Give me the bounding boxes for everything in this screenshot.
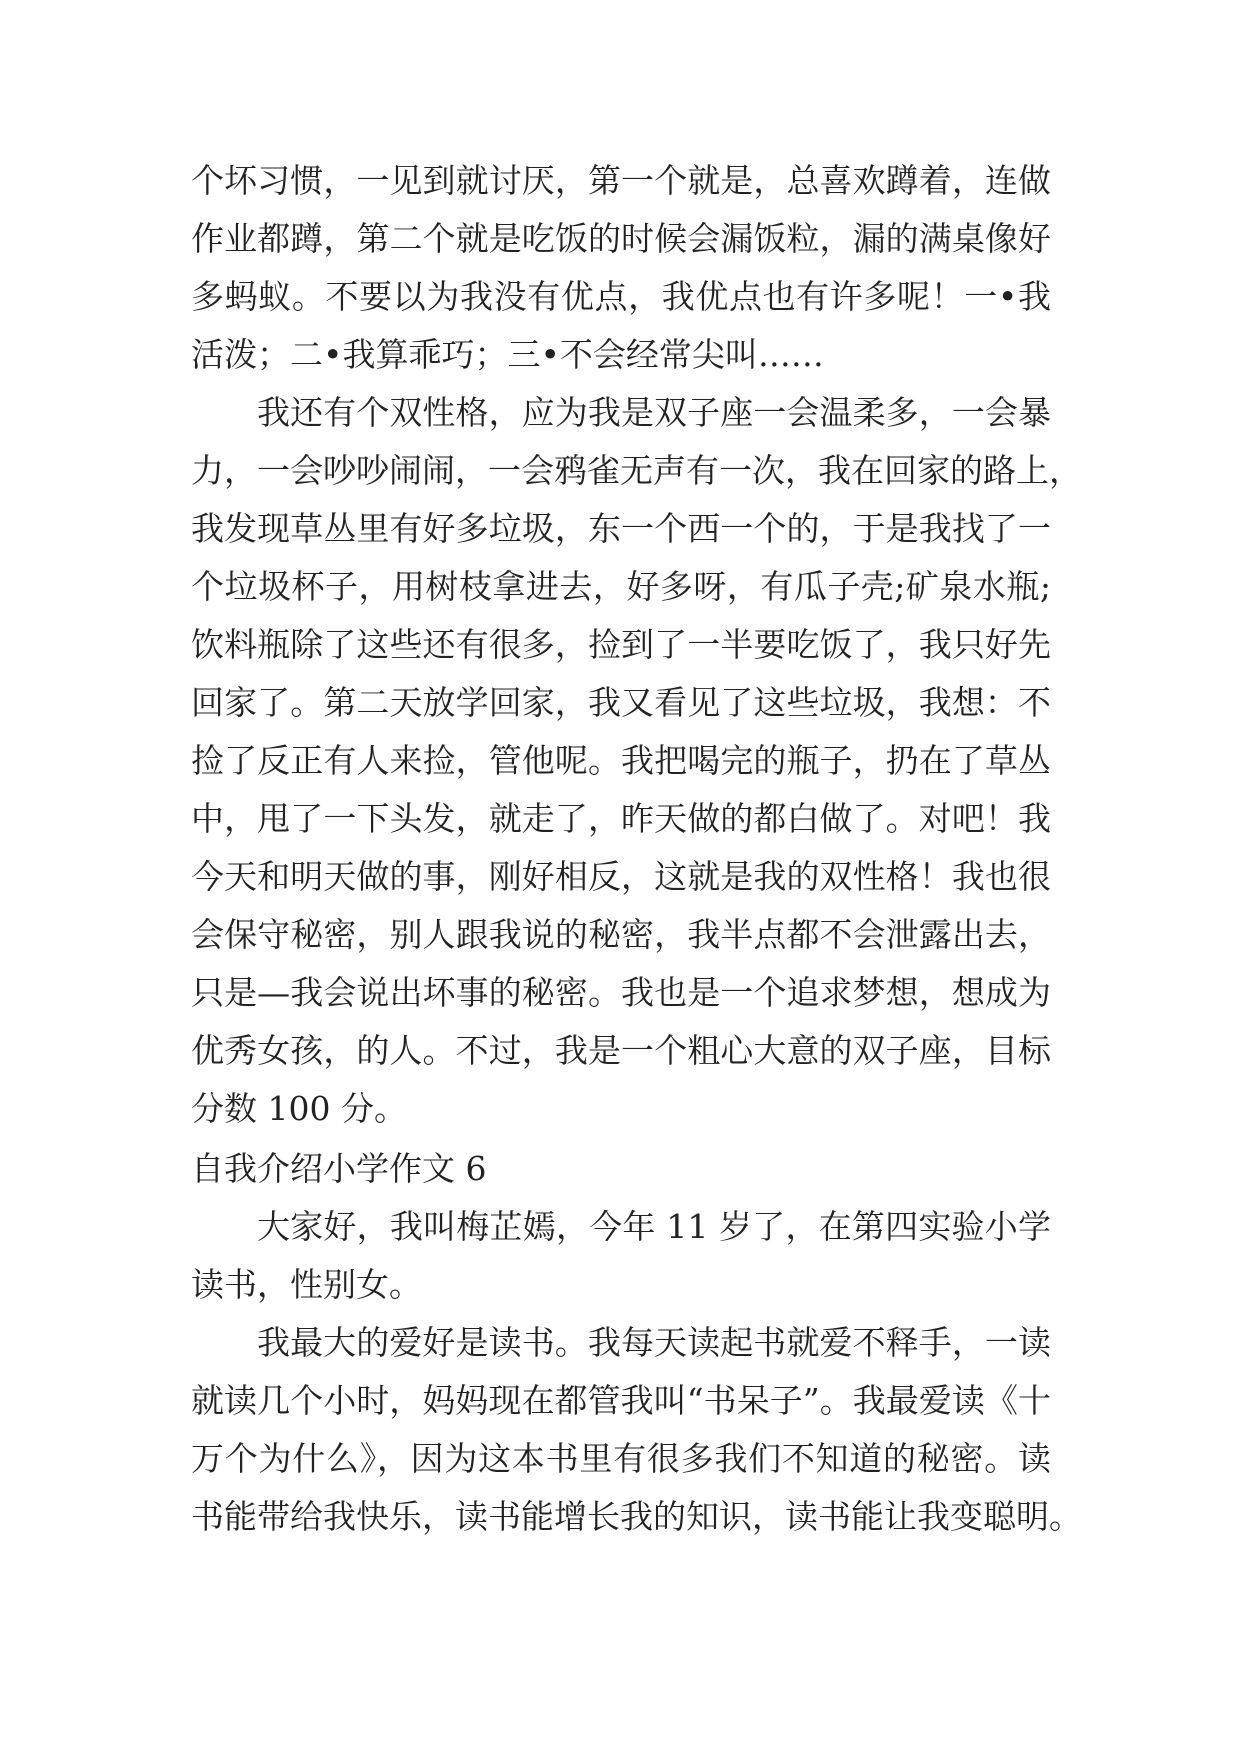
text-line: 今天和明天做的事，刚好相反，这就是我的双性格！我也很 — [191, 857, 1051, 896]
text-line: 力，一会吵吵闹闹，一会鸦雀无声有一次，我在回家的路上， — [191, 451, 1082, 490]
document-body — [191, 152, 1082, 1546]
text-line: 只是—我会说出坏事的秘密。我也是一个追求梦想，想成为 — [191, 973, 1051, 1012]
text-line: 万个为什么》，因为这本书里有很多我们不知道的秘密。读 — [191, 1439, 1051, 1478]
text-line: 我最大的爱好是读书。我每天读起书就爱不释手，一读 — [257, 1323, 1051, 1362]
text-line: 中，甩了一下头发，就走了，昨天做的都白做了。对吧！我 — [191, 799, 1051, 838]
text-line: 我发现草丛里有好多垃圾，东一个西一个的，于是我找了一 — [191, 509, 1051, 548]
text-line: 捡了反正有人来捡，管他呢。我把喝完的瓶子，扔在了草丛 — [191, 741, 1051, 780]
text-line: 分数 100 分。 — [191, 1089, 407, 1128]
text-line: 个坏习惯，一见到就讨厌，第一个就是，总喜欢蹲着，连做 — [191, 161, 1051, 200]
text-line: 我还有个双性格，应为我是双子座一会温柔多，一会暴 — [257, 393, 1051, 432]
text-line: 书能带给我快乐，读书能增长我的知识，读书能让我变聪明。 — [191, 1497, 1082, 1536]
paragraph-self-intro — [191, 1198, 1051, 1314]
text-line: 会保守秘密，别人跟我说的秘密，我半点都不会泄露出去， — [191, 915, 1051, 954]
paragraph-reading-hobby — [191, 1314, 1082, 1546]
text-line: 回家了。第二天放学回家，我又看见了这些垃圾，我想：不 — [191, 683, 1051, 722]
paragraph-bad-habits — [191, 152, 1051, 384]
text-line: 饮料瓶除了这些还有很多，捡到了一半要吃饭了，我只好先 — [191, 625, 1051, 664]
text-line: 活泼；二•我算乖巧；三•不会经常尖叫…… — [191, 335, 824, 374]
text-line: 作业都蹲，第二个就是吃饭的时候会漏饭粒，漏的满桌像好 — [191, 219, 1051, 258]
text-line: 优秀女孩，的人。不过，我是一个粗心大意的双子座，目标 — [191, 1031, 1051, 1070]
text-line: 就读几个小时，妈妈现在都管我叫“书呆子”。我最爱读《十 — [191, 1381, 1051, 1420]
paragraph-double-personality — [191, 384, 1082, 1138]
text-line: 大家好，我叫梅芷嫣，今年 11 岁了，在第四实验小学 — [257, 1207, 1051, 1246]
text-line: 多蚂蚁。不要以为我没有优点，我优点也有许多呢！一•我 — [191, 277, 1051, 316]
text-line: 个垃圾杯子，用树枝拿进去，好多呀，有瓜子壳;矿泉水瓶; — [191, 567, 1051, 606]
section-heading: 自我介绍小学作文 6 — [191, 1149, 487, 1188]
text-line: 读书，性别女。 — [191, 1265, 422, 1304]
